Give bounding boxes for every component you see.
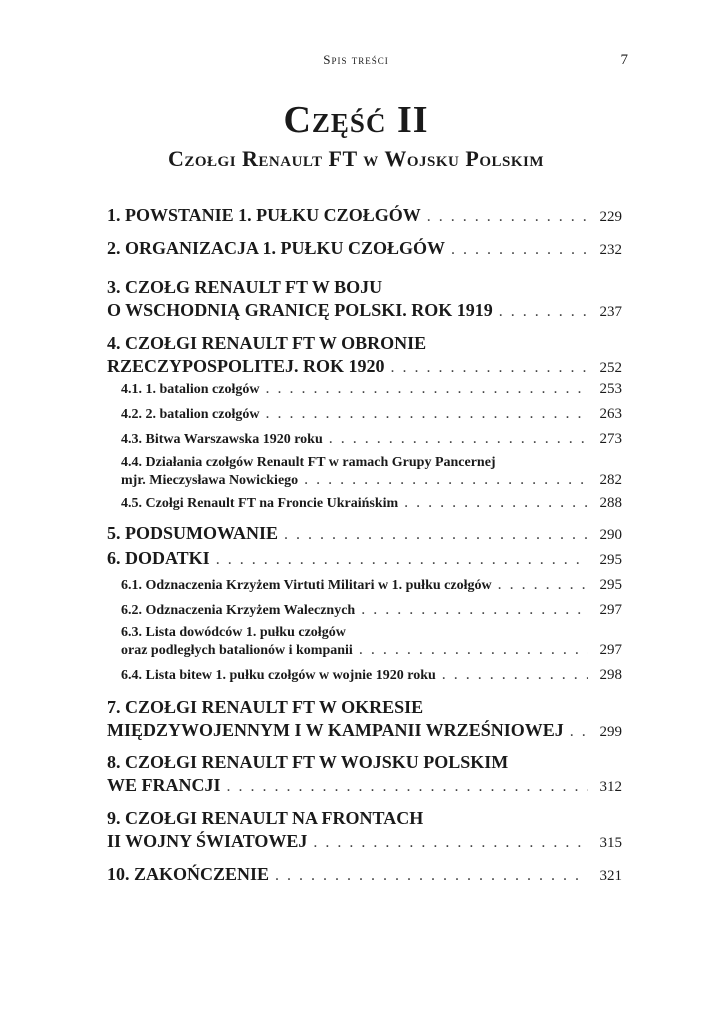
toc-page: 232	[599, 242, 622, 258]
toc-entry-10	[107, 864, 622, 885]
toc-entry-2	[107, 238, 622, 259]
toc-page: 282	[599, 472, 622, 488]
running-title: Spis treści	[323, 52, 389, 67]
toc-page: 312	[599, 779, 622, 795]
toc-title-line1: 6.3. Lista dowódców 1. pułku czołgów	[121, 625, 346, 640]
toc-title-line1: 8. CZOŁGI RENAULT FT W WOJSKU POLSKIM	[107, 752, 509, 772]
toc-page: 298	[599, 667, 622, 683]
toc-title: 4.2. 2. batalion czołgów	[121, 407, 260, 422]
toc-page: 295	[599, 577, 622, 593]
toc-page: 253	[599, 381, 622, 397]
toc-page: 229	[599, 209, 622, 225]
toc-title: 6. DODATKI	[107, 548, 210, 568]
toc-title: O WSCHODNIĄ GRANICĘ POLSKI. ROK 1919	[107, 300, 493, 320]
toc-page: 295	[599, 552, 622, 568]
running-header	[0, 52, 712, 72]
toc-entry-6-4	[107, 666, 622, 684]
part-subtitle: Czołgi Renault FT w Wojsku Polskim	[167, 146, 545, 171]
toc-entry-7	[107, 697, 622, 741]
toc-title-line1: 3. CZOŁG RENAULT FT W BOJU	[107, 277, 383, 297]
toc-title: WE FRANCJI	[107, 775, 221, 795]
toc-page: 297	[599, 602, 622, 618]
toc-page: 299	[599, 724, 622, 740]
toc-title: II WOJNY ŚWIATOWEJ	[107, 831, 308, 851]
toc-page: 315	[599, 835, 622, 851]
toc-entry-6-1	[107, 576, 622, 594]
toc-title: oraz podległych batalionów i kompanii	[121, 643, 353, 658]
toc-entry-1	[107, 205, 622, 226]
toc-title: 10. ZAKOŃCZENIE	[107, 864, 270, 884]
toc-title-line1: 4. CZOŁGI RENAULT FT W OBRONIE	[107, 333, 427, 353]
toc-page: 273	[599, 431, 622, 447]
toc-entry-3	[107, 277, 622, 321]
toc-entry-4-3	[107, 430, 622, 448]
page-number: 7	[620, 52, 628, 68]
toc-entry-4-5	[107, 494, 622, 512]
part-title: Część II	[283, 99, 429, 141]
toc-title: 4.1. 1. batalion czołgów	[121, 382, 260, 397]
toc-title: 4.3. Bitwa Warszawska 1920 roku	[121, 432, 323, 447]
toc-entry-6-3	[107, 625, 622, 659]
toc-entry-6	[107, 548, 622, 569]
toc-entry-4	[107, 333, 622, 377]
toc-title: RZECZYPOSPOLITEJ. ROK 1920	[107, 356, 385, 376]
toc-entry-9	[107, 808, 622, 852]
toc-page: 321	[599, 868, 622, 884]
toc-title: 2. ORGANIZACJA 1. PUŁKU CZOŁGÓW	[107, 238, 446, 258]
toc-title: 4.5. Czołgi Renault FT na Froncie Ukraińskim	[121, 496, 399, 511]
toc-page: 290	[599, 527, 622, 543]
toc-title: 5. PODSUMOWANIE	[107, 523, 279, 543]
toc-title: MIĘDZYWOJENNYM I W KAMPANII WRZEŚNIOWEJ	[107, 720, 564, 740]
toc-title: 6.1. Odznaczenia Krzyżem Virtuti Militari w 1. pułku czołgów	[121, 578, 492, 593]
toc-page: 263	[599, 406, 622, 422]
toc-page: 288	[599, 495, 622, 511]
toc-page: 297	[599, 642, 622, 658]
toc-entry-5	[107, 523, 622, 544]
toc-title: 6.4. Lista bitew 1. pułku czołgów w wojnie 1920 roku	[121, 668, 436, 683]
toc-title-line1: 9. CZOŁGI RENAULT NA FRONTACH	[107, 808, 424, 828]
toc-title: mjr. Mieczysława Nowickiego	[121, 473, 299, 488]
toc-page: 237	[599, 304, 622, 320]
toc-title: 1. POWSTANIE 1. PUŁKU CZOŁGÓW	[107, 205, 421, 225]
toc-title-line1: 7. CZOŁGI RENAULT FT W OKRESIE	[107, 697, 424, 717]
toc-title: 6.2. Odznaczenia Krzyżem Walecznych	[121, 603, 356, 618]
toc-entry-4-2	[107, 405, 622, 423]
toc-title-line1: 4.4. Działania czołgów Renault FT w ramach Grupy Pancernej	[121, 455, 496, 470]
toc-entry-6-2	[107, 601, 622, 619]
toc-page: 252	[599, 360, 622, 376]
toc-entry-4-4	[107, 455, 622, 489]
toc-entry-8	[107, 752, 622, 796]
toc-entry-4-1	[107, 380, 622, 398]
